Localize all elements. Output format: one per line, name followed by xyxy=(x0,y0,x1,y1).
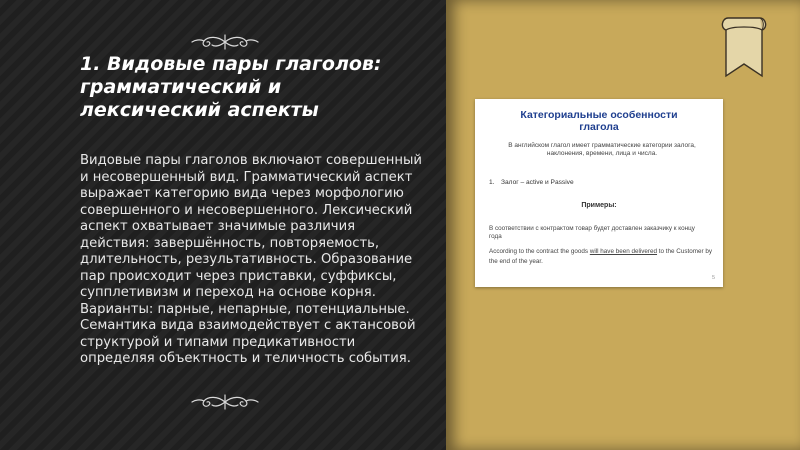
scroll-flourish-icon xyxy=(190,33,260,51)
slide-image-english-example: According to the contract the goods will have been delivered to the Customer by the end of the year. xyxy=(489,248,712,265)
scroll-flourish-icon xyxy=(190,393,260,411)
slide-image-page-number: 5 xyxy=(711,275,715,281)
embedded-slide-image xyxy=(475,99,723,287)
body-paragraph: Видовые пары глаголов включают совершенный и несовершенный вид. Грамматический аспект выражает категорию вида через морфологию совершенного и несовершенного. Лексический аспект охватывает значимые различия действия: завершённость, повторяемость, длительность, результативность. Образование пар происходит через приставки, суффиксы, супплетивизм и переход на основе корня. Варианты: парные, непарные, потенциальные. Семантика вида взаимодействует с актансовой структурой и типами предикативности определяя объектность и теличность события. xyxy=(80,153,422,366)
slide-heading: 1. Видовые пары глаголов: грамматический и лексический аспекты xyxy=(80,53,382,121)
slide-image-title: Категориальные особенности глагола xyxy=(520,109,678,133)
slide-image-russian-example: В соответствии с контрактом товар будет доставлен заказчику к концу года xyxy=(489,225,695,240)
page-curl-bookmark-icon xyxy=(720,14,772,80)
slide-image-list-item: 1. Залог – active и Passive xyxy=(489,179,574,186)
slide-image-examples-heading: Примеры: xyxy=(581,202,617,209)
slide-image-intro: В английском глагол имеет грамматические категории залога, наклонения, времени, лица и числа. xyxy=(508,142,696,157)
